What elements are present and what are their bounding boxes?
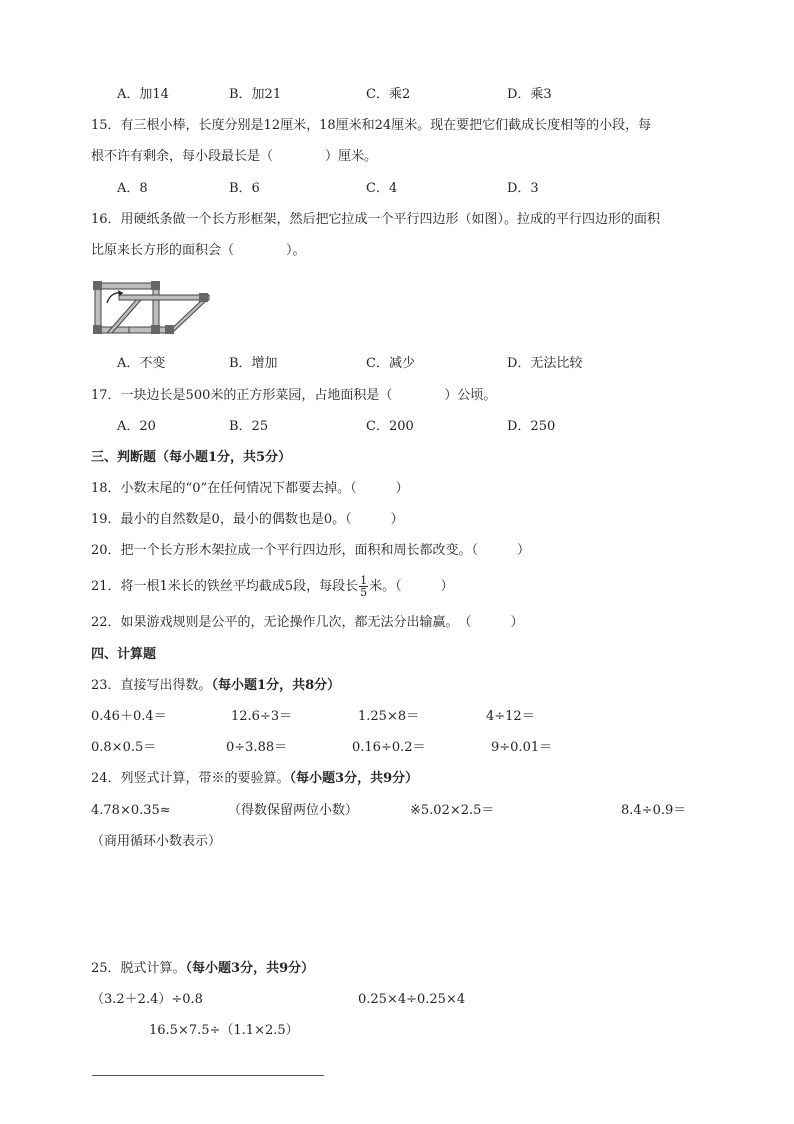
q23-heading: [91, 677, 340, 695]
footer-divider: [92, 1075, 324, 1076]
q23-r2-c1: 0.8×0.5＝: [91, 740, 157, 755]
q23-r1-c1: 0.46＋0.4＝: [91, 709, 167, 724]
q25-item-3: 16.5×7.5÷（1.1×2.5）: [149, 1023, 299, 1038]
q24-item-3: 8.4÷0.9＝: [621, 803, 687, 818]
q19-text: 19．最小的自然数是0，最小的偶数也是0。（ ）: [91, 512, 404, 527]
q25-item-1: （3.2＋2.4）÷0.8: [91, 992, 203, 1007]
q21-text: [91, 574, 454, 600]
q15-text-line2: 根不许有剩余，每小段最长是（ ）厘米。: [91, 149, 378, 164]
q18-text: 18．小数末尾的“0”在任何情况下都要去掉。（ ）: [91, 481, 409, 496]
q17-option-b: B．25: [229, 419, 269, 434]
q25-item-2: 0.25×4÷0.25×4: [358, 992, 466, 1007]
q15-option-c: C．4: [366, 181, 398, 196]
q23-r2-c2: 0÷3.88＝: [226, 740, 288, 755]
q24-item-1-note: （得数保留两位小数）: [228, 803, 359, 818]
q17-option-c: C．200: [366, 419, 414, 434]
q23-points: （每小题1分，共8分）: [211, 678, 341, 693]
q15-option-d: D．3: [507, 181, 539, 196]
q17-option-a: A．20: [117, 419, 156, 434]
q24-heading: [91, 770, 418, 788]
q22-text: 22．如果游戏规则是公平的，无论操作几次，都无法分出输赢。 （ ）: [91, 615, 524, 630]
section-3-title: 三、判断题（每小题1分，共5分）: [91, 450, 292, 465]
q16-text-line1: 16．用硬纸条做一个长方形框架，然后把它拉成一个平行四边形（如图）。拉成的平行四边形的面积: [91, 212, 661, 227]
rectangle-to-parallelogram-figure: [89, 277, 213, 339]
q14-option-d: D．乘3: [507, 87, 552, 102]
q24-item-1: 4.78×0.35≈: [91, 803, 171, 818]
q20-text: 20．把一个长方形木架拉成一个平行四边形，面积和周长都改变。（ ）: [91, 543, 531, 558]
q23-r1-c4: 4÷12＝: [486, 709, 535, 724]
q23-r2-c4: 9÷0.01＝: [491, 740, 553, 755]
q15-text-line1: 15．有三根小棒，长度分别是12厘米，18厘米和24厘米。现在要把它们截成长度相等的小段，每: [91, 118, 652, 133]
q23-r1-c2: 12.6÷3＝: [231, 709, 293, 724]
q23-r2-c3: 0.16÷0.2＝: [352, 740, 426, 755]
q16-option-c: C．减少: [366, 356, 415, 371]
q21-text-after: 米。（ ）: [369, 579, 454, 594]
q25-points: （每小题3分，共9分）: [185, 961, 315, 976]
q21-fraction-numerator: 1: [360, 574, 368, 587]
q14-option-a: A．加14: [117, 87, 169, 102]
q16-text-line2: 比原来长方形的面积会（ ）。: [91, 243, 306, 258]
q15-option-b: B．6: [229, 181, 260, 196]
q23-r1-c3: 1.25×8＝: [358, 709, 420, 724]
q24-points: （每小题3分，共9分）: [289, 771, 419, 786]
q16-option-a: A．不变: [117, 356, 166, 371]
q21-text-before: 21．将一根1米长的铁丝平均截成5段，每段长: [91, 579, 359, 594]
q25-heading: [91, 960, 314, 978]
q25-title: 25．脱式计算。: [91, 961, 186, 976]
q24-item-3-note: （商用循环小数表示）: [91, 834, 222, 849]
q24-title: 24．列竖式计算，带※的要验算。: [91, 771, 290, 786]
q15-option-a: A．8: [117, 181, 148, 196]
q14-option-c: C．乘2: [366, 87, 411, 102]
q17-text: 17．一块边长是500米的正方形菜园，占地面积是（ ）公顷。: [91, 388, 497, 403]
q14-option-b: B．加21: [229, 87, 282, 102]
q21-fraction: [359, 575, 368, 598]
q24-item-2: ※5.02×2.5＝: [410, 803, 495, 818]
q21-fraction-denominator: 5: [360, 586, 368, 599]
section-4-title: 四、计算题: [91, 647, 157, 662]
q17-option-d: D．250: [507, 419, 556, 434]
q16-option-d: D．无法比较: [507, 356, 583, 371]
q23-title: 23．直接写出得数。: [91, 678, 212, 693]
q16-option-b: B．增加: [229, 356, 278, 371]
